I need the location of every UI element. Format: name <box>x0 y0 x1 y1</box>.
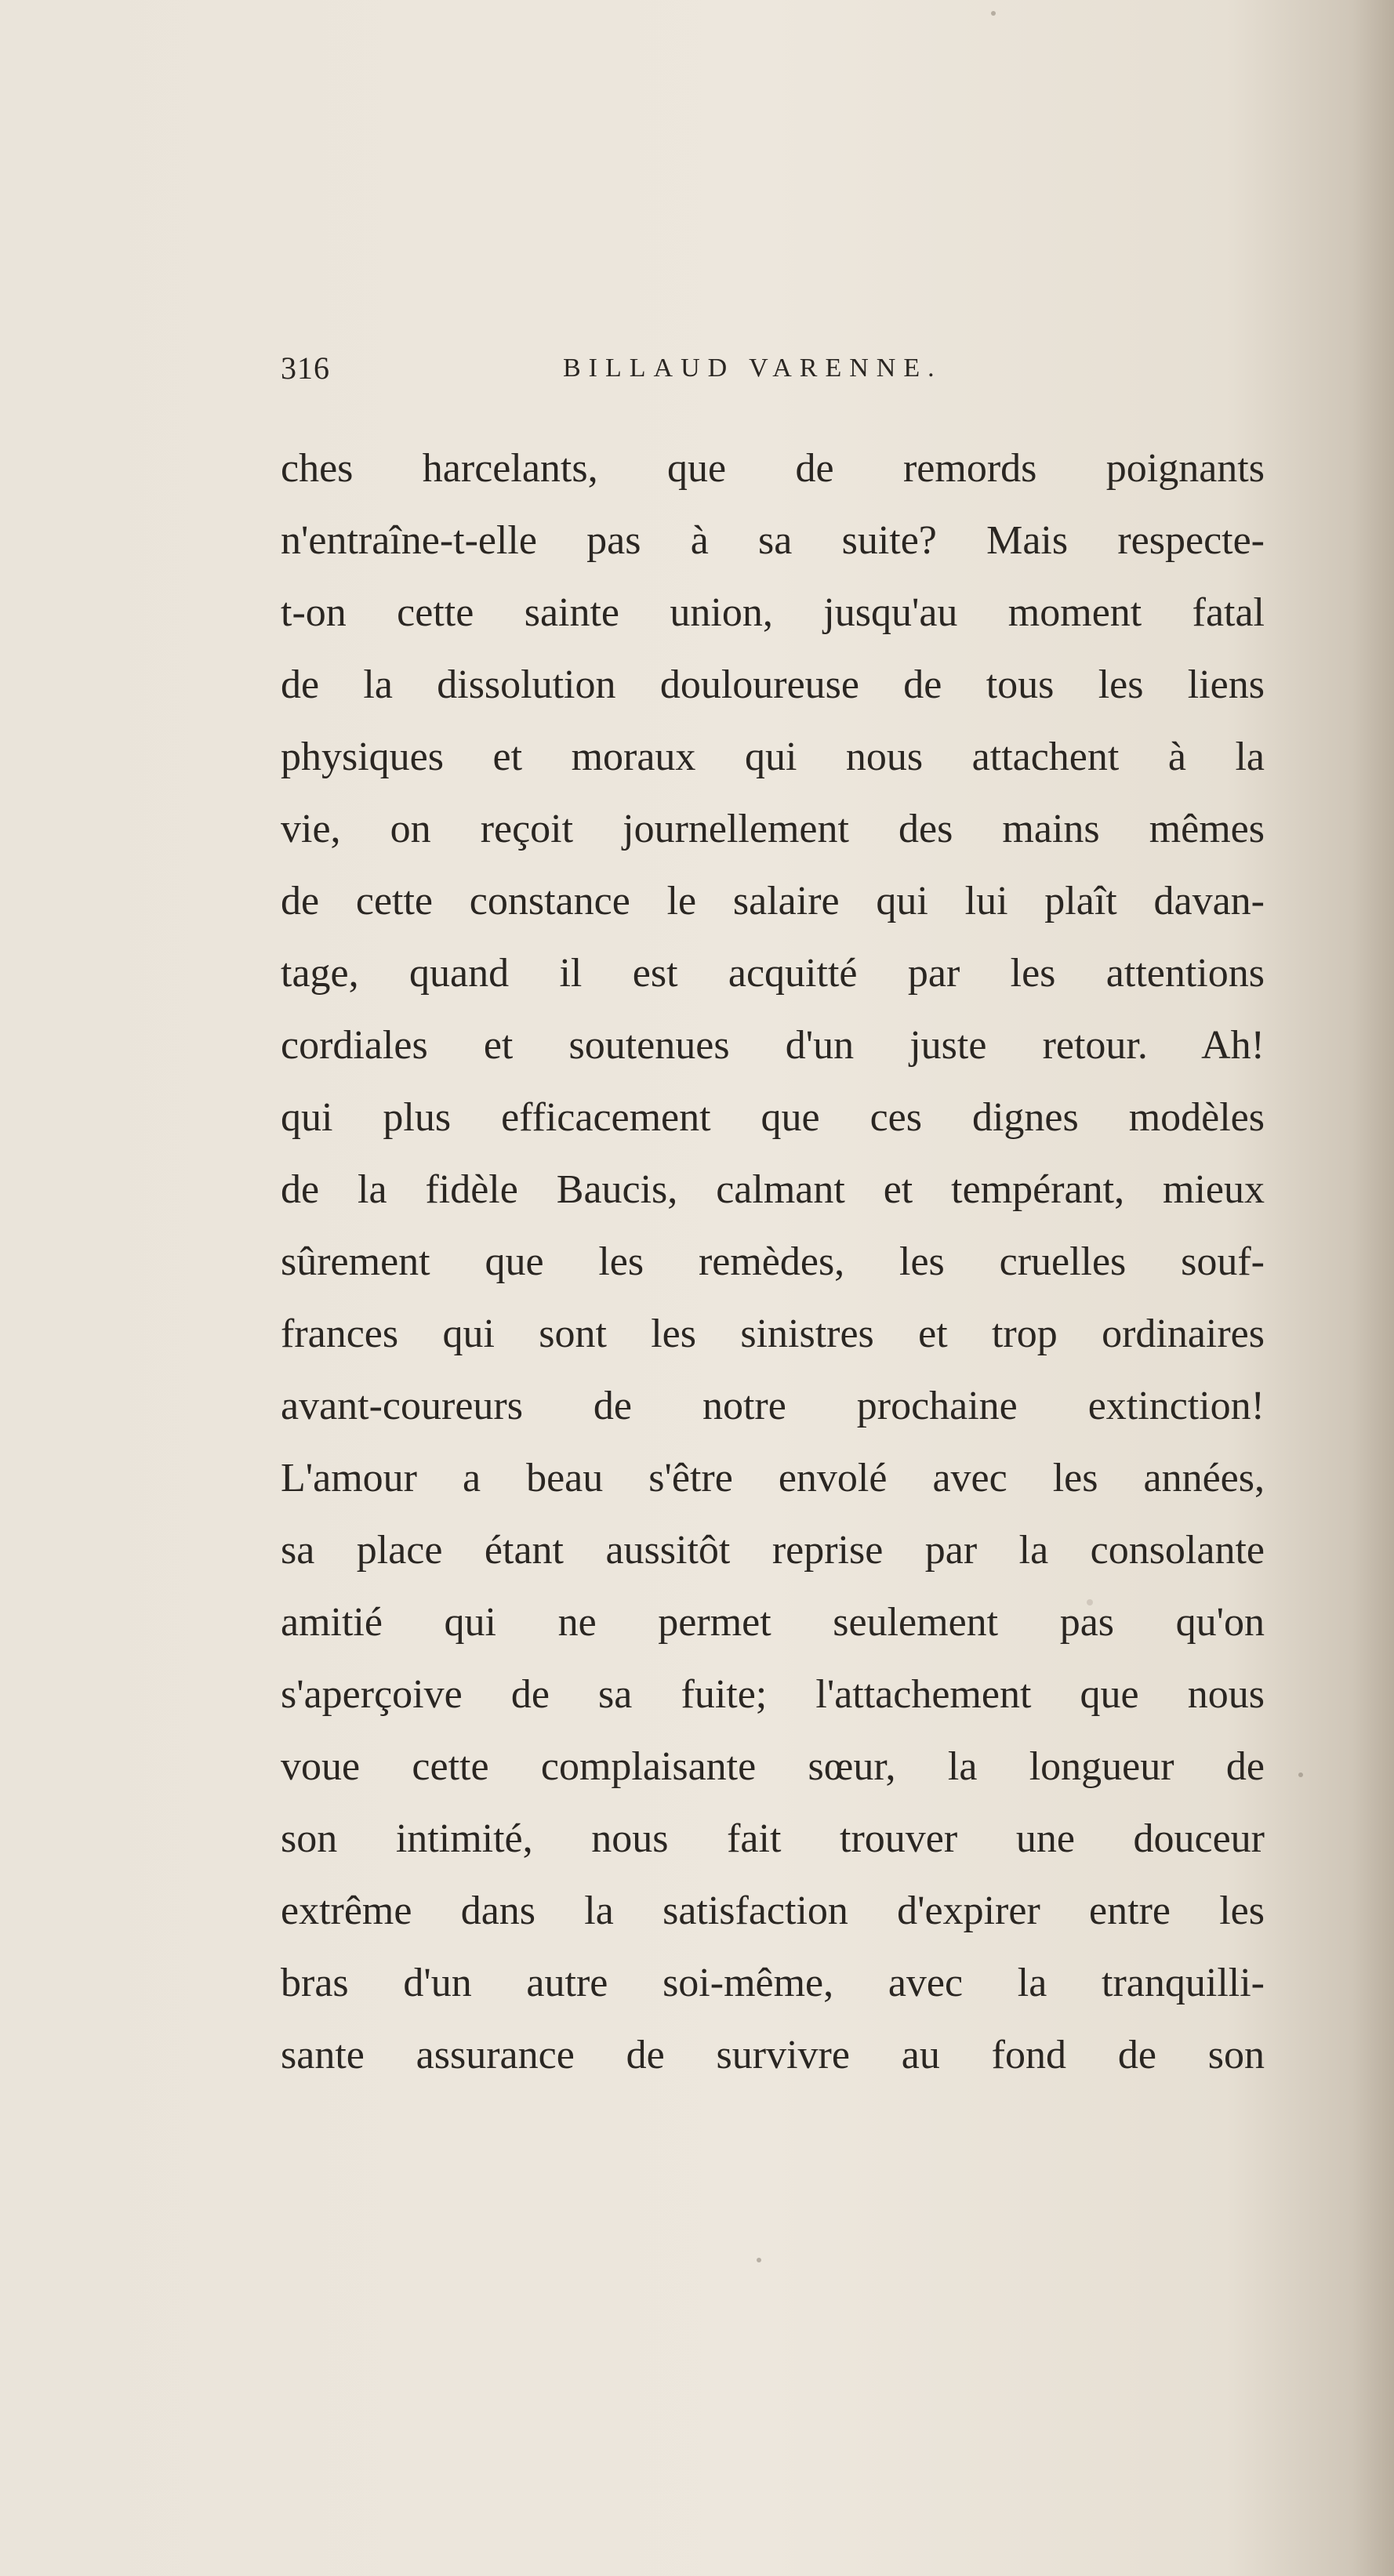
text-line: qui plus efficacement que ces dignes modèles <box>281 1095 1265 1140</box>
paper-speck <box>1298 1772 1303 1777</box>
body-text <box>281 433 1265 2092</box>
text-line: cordiales et soutenues d'un juste retour. Ah! <box>281 1023 1265 1068</box>
text-line: sa place étant aussitôt reprise par la consolante <box>281 1528 1265 1573</box>
text-line: vie, on reçoit journellement des mains mêmes <box>281 807 1265 851</box>
text-line: physiques et moraux qui nous attachent à la <box>281 735 1265 779</box>
text-line: bras d'un autre soi-même, avec la tranquilli- <box>281 1961 1265 2005</box>
text-line: avant-coureurs de notre prochaine extinction! <box>281 1384 1265 1428</box>
text-line: de cette constance le salaire qui lui plaît davan- <box>281 879 1265 923</box>
paper-speck <box>991 11 996 16</box>
text-line: sûrement que les remèdes, les cruelles souf- <box>281 1239 1265 1284</box>
paper-speck <box>757 2258 761 2262</box>
text-line: n'entraîne-t-elle pas à sa suite? Mais respecte- <box>281 518 1265 563</box>
text-line: sante assurance de survivre au fond de son <box>281 2033 1265 2077</box>
text-line: frances qui sont les sinistres et trop ordinaires <box>281 1312 1265 1356</box>
text-line: s'aperçoive de sa fuite; l'attachement que nous <box>281 1672 1265 1717</box>
text-line: voue cette complaisante sœur, la longueur de <box>281 1744 1265 1789</box>
running-header <box>281 345 1049 392</box>
text-line: tage, quand il est acquitté par les attentions <box>281 951 1265 996</box>
text-line: L'amour a beau s'être envolé avec les années, <box>281 1456 1265 1500</box>
running-title: BILLAUD VARENNE. <box>563 354 942 383</box>
text-line: amitié qui ne permet seulement pas qu'on <box>281 1600 1265 1645</box>
text-line: extrême dans la satisfaction d'expirer entre les <box>281 1888 1265 1933</box>
text-line: de la dissolution douloureuse de tous les liens <box>281 662 1265 707</box>
page-number: 316 <box>281 350 330 386</box>
text-line: ches harcelants, que de remords poignants <box>281 446 1265 491</box>
text-line: de la fidèle Baucis, calmant et tempérant, mieux <box>281 1167 1265 1212</box>
text-line: son intimité, nous fait trouver une douceur <box>281 1816 1265 1861</box>
text-line: t-on cette sainte union, jusqu'au moment fatal <box>281 590 1265 635</box>
